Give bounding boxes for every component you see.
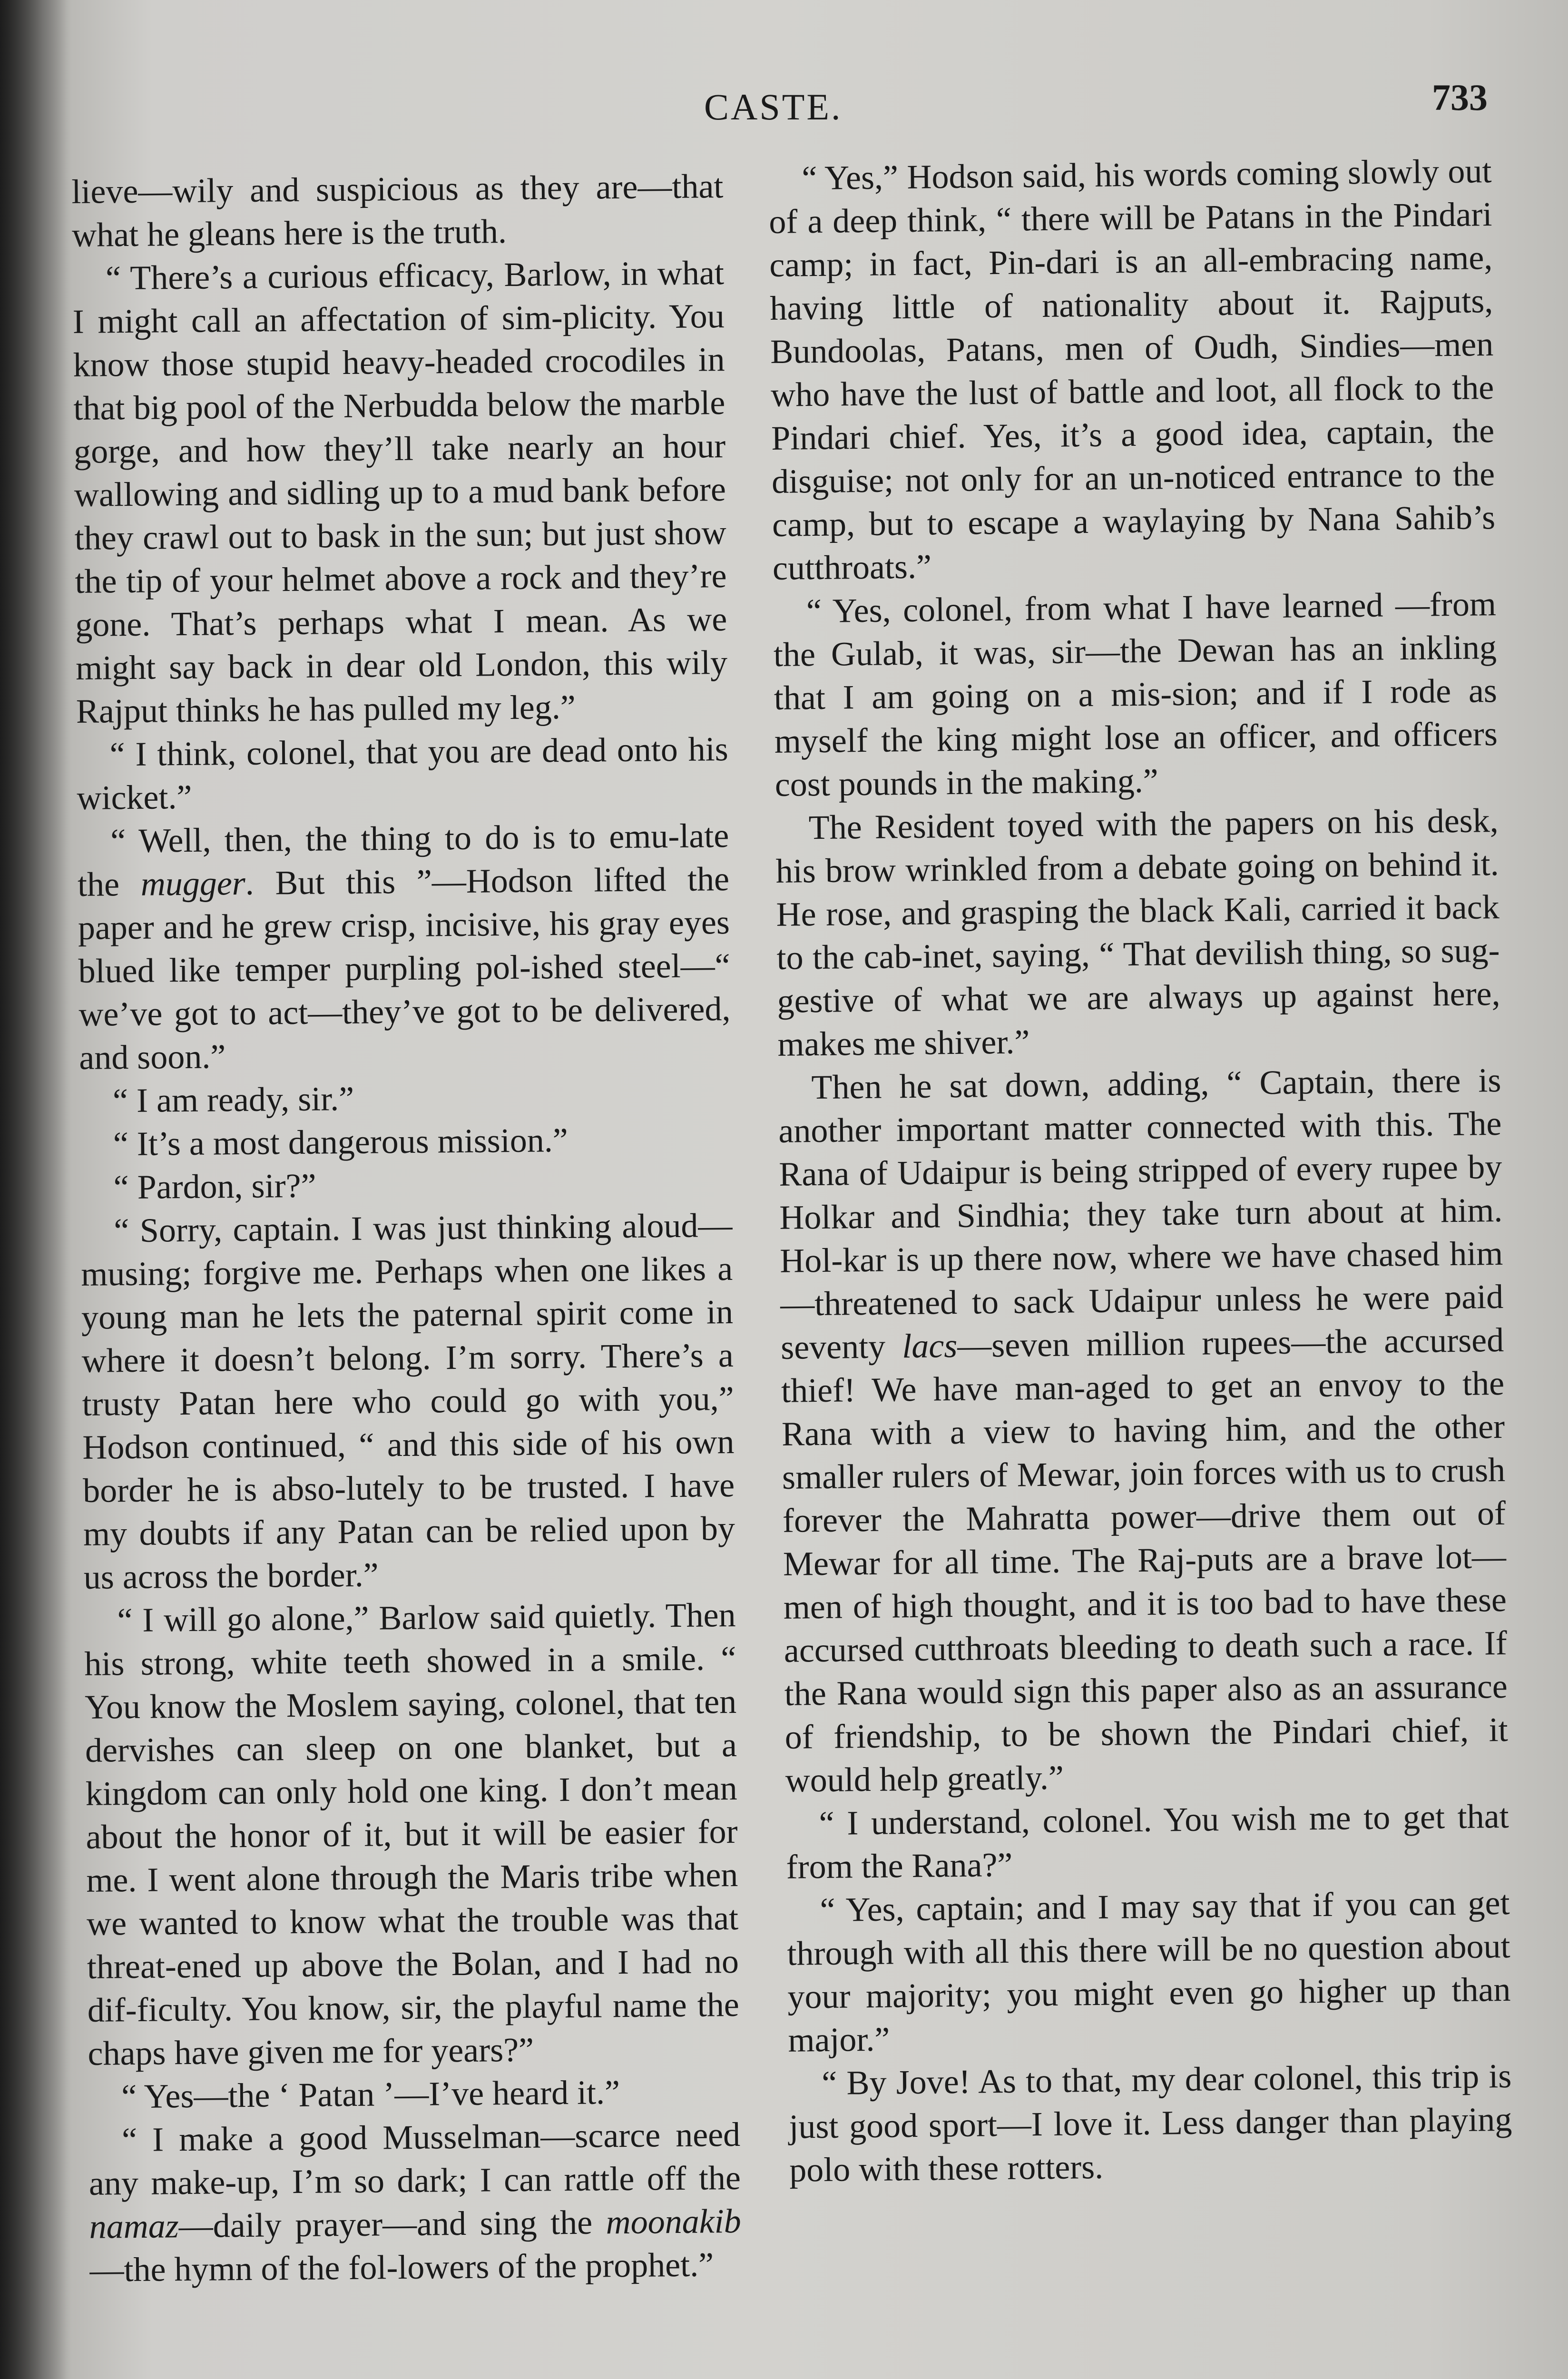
paragraph [71,165,724,257]
paragraph [788,2055,1513,2192]
text-run: —daily prayer—and sing the [178,2203,607,2245]
italic-term: moonakib [606,2202,742,2241]
paragraph [76,727,729,820]
text-column-right [768,149,1513,2192]
text-run: “ There’s a curious efficacy, Barlow, in what I might call an affectation of sim-plicity. You know those stupid heavy-headed crocodiles in that big pool of the Nerbudda below the marble gorge, and how they’ll take nearly an hour wallowing and sidling up to a mud bank before they crawl out to bask in the sun; but just show the tip of your helmet above a rock and they’re gone. That’s perhaps what I mean. As we might say back in dear old London, this wily Rajput thinks he has pulled my leg.” [72,254,728,730]
paragraph [786,1881,1511,2062]
italic-term: mugger [140,864,246,903]
paragraph [768,149,1496,590]
text-run: lieve—wily and suspicious as they are—that what he gleans here is the truth. [71,167,724,254]
text-run: —seven million rupees—the accursed thief! We have man-aged to get an envoy to the Rana with a view to having him, and the other smaller rulers of Mewar, join forces with us to crush forever the Mahratta power—drive them out of Mewar for all time. The Raj-puts are a brave lot—men of high thought, and it is too bad to have these accursed cutthroats bleeding to death such a race. If the Rana would sign this paper also as an assurance of friendship, to be shown the Pindari chief, it would help greatly.” [781,1320,1509,1799]
text-run: “ I think, colonel, that you are dead onto his wicket.” [77,729,729,817]
paragraph [84,1593,740,2075]
paragraph [79,1074,732,1123]
paragraph [88,2070,740,2119]
binding-shadow [0,0,71,2379]
text-run: “ I understand, colonel. You wish me to get that from the Rana?” [786,1797,1509,1886]
paragraph [775,799,1501,1066]
paragraph [77,814,731,1080]
running-head: CASTE. [704,86,843,128]
text-run: “ Yes, captain; and I may say that if you can get through with all this there will be no question about your majority; you might even go higher up than major.” [787,1883,1511,2059]
text-run: “ I make a good Musselman—scarce need any make-up, I’m so dark; I can rattle off the [88,2115,741,2202]
page-number: 733 [1432,77,1488,118]
paragraph [773,582,1499,806]
paragraph [785,1795,1509,1889]
text-run: —the hymn of the fol-lowers of the prophet.” [89,2245,714,2289]
paragraph [88,2113,742,2292]
text-run: “ Yes—the ‘ Patan ’—I’ve heard it.” [121,2073,620,2116]
paragraph [778,1059,1509,1802]
text-column-left [71,165,742,2292]
text-run: “ Yes, colonel, from what I have learned —from the Gulab, it was, sir—the Dewan has an inkling that I am going on a mis-sion; and if I rode as myself the king might lose an officer, and officers cost pounds in the making.” [773,585,1498,804]
text-run: “ Pardon, sir?” [113,1166,316,1207]
text-run: “ By Jove! As to that, my dear colonel, this trip is just good sport—I love it. Less danger than playing polo with these rotters. [788,2056,1512,2189]
paragraph [80,1160,732,1209]
text-run: “ It’s a most dangerous mission.” [113,1121,568,1163]
text-run: . But this ”—Hodson lifted the paper and he grew crisp, incisive, his gray eyes blued like temper purpling pol-ished steel—“ we’ve got to act—they’ve got to be delivered, and soon.” [78,859,731,1077]
text-run: “ Sorry, captain. I was just thinking aloud—musing; forgive me. Perhaps when one likes a young man he lets the paternal spirit come in where it doesn’t belong. I’m sorry. There’s a trusty Patan here who could go with you,” Hodson continued, “ and this side of his own border he is abso-lutely to be trusted. I have my doubts if any Patan can be relied upon by us across the border.” [80,1206,735,1596]
paragraph [80,1204,735,1599]
text-run: “ Yes,” Hodson said, his words coming slowly out of a deep think, “ there will be Patans in the Pindari camp; in fact, Pin-dari is an all-embracing name, having little of nationality about it. Rajputs, Bundoolas, Patans, men of Oudh, Sindies—men who have the lust of battle and loot, all flock to the Pindari chief. Yes, it’s a good idea, captain, the disguise; not only for an un-noticed entrance to the camp, but to escape a waylaying by Nana Sahib’s cutthroats.” [769,152,1496,587]
paragraph [72,251,728,733]
text-run: “ I am ready, sir.” [112,1079,354,1120]
text-run: The Resident toyed with the papers on his desk, his brow wrinkled from a debate going on behind it. He rose, and grasping the black Kali, carried it back to the cab-inet, saying, “ That devilish thing, so sug-gestive of what we are always up against here, makes me shiver.” [775,801,1500,1063]
text-run: “ I will go alone,” Barlow said quietly. Then his strong, white teeth showed in a smile. “ You know the Moslem saying, colonel, that ten dervishes can sleep on one blanket, but a kingdom can only hold one king. I don’t mean about the honor of it, but it will be easier for me. I went alone through the Maris tribe when we wanted to know what the trouble was that threat-ened up above the Bolan, and I had no dif-ficulty. You know, sir, the playful name the chaps have given me for years?” [84,1595,740,2073]
text-run: Then he sat down, adding, “ Captain, there is another important matter connected with this. The Rana of Udaipur is being stripped of every rupee by Holkar and Sindhia; they take turn about at him. Hol-kar is up there now, where we have chased him—threatened to sack Udaipur unless he were paid seventy [778,1061,1504,1366]
italic-term: lacs [902,1326,958,1366]
italic-term: namaz [89,2207,179,2246]
paragraph [79,1117,732,1166]
text-run: “ Well, then, the thing to do is to emu-late the [77,816,729,904]
